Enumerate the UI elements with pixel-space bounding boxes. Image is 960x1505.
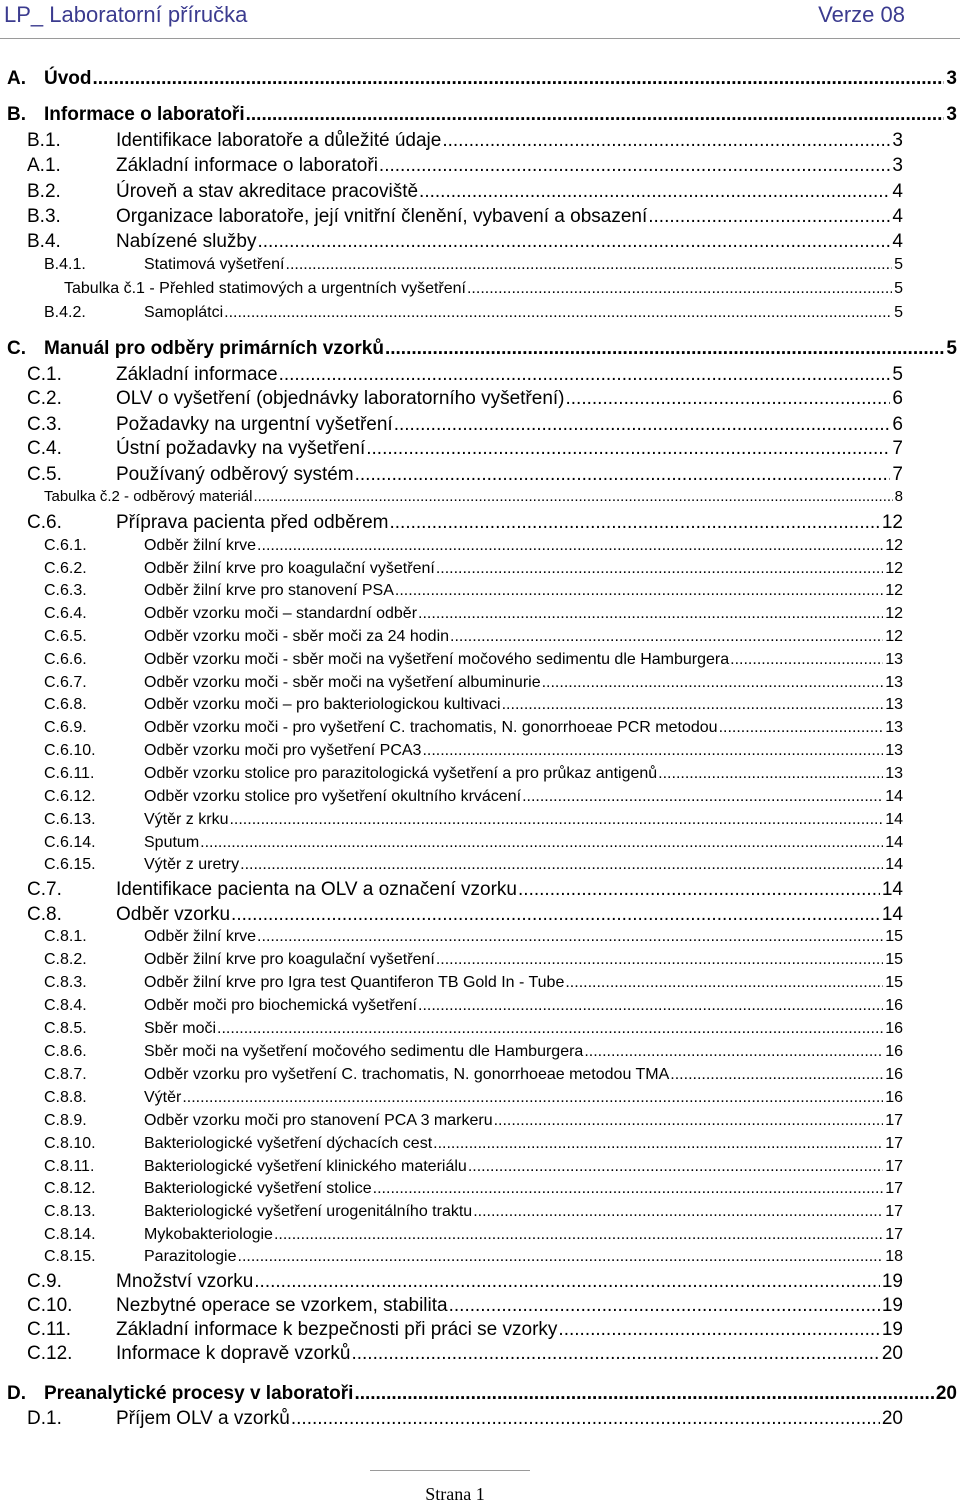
toc-leader-dots xyxy=(542,674,884,692)
toc-entry-page: 19 xyxy=(881,1295,903,1316)
toc-entry-title: Identifikace pacienta na OLV a označení vzorku xyxy=(116,879,518,900)
toc-entry-number: C.6.8. xyxy=(44,696,87,713)
toc-entry-number: C.8.9. xyxy=(44,1112,87,1129)
toc-entry[interactable] xyxy=(44,674,903,692)
toc-entry-number: C.8.3. xyxy=(44,974,87,991)
toc-entry[interactable] xyxy=(44,628,903,646)
toc-leader-dots xyxy=(433,1135,883,1153)
toc-entry[interactable] xyxy=(27,206,903,228)
toc-entry-page: 16 xyxy=(885,1089,903,1106)
toc-entry-page: 8 xyxy=(894,488,903,505)
toc-entry-number: C.12. xyxy=(27,1343,73,1364)
toc-entry-page: 18 xyxy=(885,1248,903,1265)
toc-leader-dots xyxy=(200,834,883,852)
toc-entry-page: 3 xyxy=(946,68,957,89)
toc-entry-title: Výtěr xyxy=(144,1089,182,1106)
toc-entry-title: Parazitologie xyxy=(144,1248,237,1265)
toc-entry-title: Ústní požadavky na vyšetření xyxy=(116,438,366,459)
toc-leader-dots xyxy=(279,364,891,386)
toc-entry-page: 17 xyxy=(885,1180,903,1197)
toc-entry-title: Příjem OLV a vzorků xyxy=(116,1408,290,1429)
toc-leader-dots xyxy=(522,788,883,806)
toc-entry[interactable] xyxy=(44,1112,903,1130)
toc-leader-dots xyxy=(286,256,893,274)
toc-entry[interactable] xyxy=(27,155,903,177)
toc-entry-number: C.8.7. xyxy=(44,1066,87,1083)
toc-entry-number: B.1. xyxy=(27,130,61,151)
toc-entry-title: Základní informace k bezpečnosti při práci se vzorky xyxy=(116,1319,558,1340)
toc-entry-title: Bakteriologické vyšetření klinického materiálu xyxy=(144,1158,467,1175)
toc-entry[interactable] xyxy=(44,537,903,555)
toc-entry[interactable] xyxy=(44,856,903,874)
toc-entry-page: 17 xyxy=(885,1158,903,1175)
toc-leader-dots xyxy=(395,582,883,600)
toc-leader-dots xyxy=(373,1180,884,1198)
toc-leader-dots xyxy=(648,206,890,228)
toc-entry[interactable] xyxy=(44,582,903,600)
toc-leader-dots xyxy=(419,181,890,203)
toc-leader-dots xyxy=(257,928,883,946)
toc-entry-title: Odběr moči pro biochemická vyšetření xyxy=(144,997,417,1014)
document-title: LP_ Laboratorní příručka xyxy=(4,2,248,27)
toc-entry-title: Bakteriologické vyšetření urogenitálního traktu xyxy=(144,1203,473,1220)
page-header xyxy=(4,2,905,32)
toc-entry-title: Příprava pacienta před odběrem xyxy=(116,512,389,533)
toc-entry[interactable] xyxy=(27,414,903,436)
toc-entry[interactable] xyxy=(7,338,957,360)
toc-leader-dots xyxy=(366,438,890,460)
toc-entry-title: Množství vzorku xyxy=(116,1271,254,1292)
toc-entry-title: Nezbytné operace se vzorkem, stabilita xyxy=(116,1295,448,1316)
toc-entry-title: Tabulka č.2 - odběrový materiál xyxy=(44,488,253,505)
toc-entry-number: B.3. xyxy=(27,206,61,227)
toc-entry[interactable] xyxy=(44,951,903,969)
toc-entry-page: 7 xyxy=(892,464,903,485)
toc-leader-dots xyxy=(730,651,883,669)
toc-entry[interactable] xyxy=(27,879,903,901)
toc-entry-page: 13 xyxy=(885,674,903,691)
toc-entry[interactable] xyxy=(44,811,903,829)
toc-entry-number: C.6.14. xyxy=(44,834,96,851)
toc-entry-title: Odběr vzorku moči – standardní odběr xyxy=(144,605,418,622)
toc-entry[interactable] xyxy=(27,1295,903,1317)
toc-entry[interactable] xyxy=(44,974,903,992)
toc-entry-number: C.8.8. xyxy=(44,1089,87,1106)
toc-entry[interactable] xyxy=(44,560,903,578)
toc-entry-number: C.6.3. xyxy=(44,582,87,599)
toc-entry-page: 5 xyxy=(894,304,903,321)
toc-entry-page: 14 xyxy=(885,788,903,805)
toc-leader-dots xyxy=(240,856,883,874)
page-number: Strana 1 xyxy=(425,1484,485,1504)
toc-leader-dots xyxy=(182,1089,883,1107)
toc-entry-number: C.8.2. xyxy=(44,951,87,968)
toc-leader-dots xyxy=(253,488,892,505)
toc-entry-title: Odběr vzorku moči - sběr moči za 24 hodin xyxy=(144,628,450,645)
toc-entry-page: 15 xyxy=(885,951,903,968)
toc-entry-page: 7 xyxy=(892,438,903,459)
toc-entry-page: 16 xyxy=(885,1066,903,1083)
toc-entry[interactable] xyxy=(7,1383,957,1405)
toc-entry-page: 5 xyxy=(946,338,957,359)
toc-leader-dots xyxy=(584,1043,883,1061)
toc-entry-title: Sputum xyxy=(144,834,200,851)
toc-entry-number: C.10. xyxy=(27,1295,73,1316)
toc-entry-title: Bakteriologické vyšetření stolice xyxy=(144,1180,372,1197)
toc-entry-title: Odběr vzorku pro vyšetření C. trachomatis, N. gonorrhoeae metodou TMA xyxy=(144,1066,670,1083)
toc-entry-number: D. xyxy=(7,1383,26,1404)
toc-leader-dots xyxy=(355,464,891,486)
toc-leader-dots xyxy=(354,1383,933,1405)
toc-entry-title: Odběr žilní krve xyxy=(144,928,257,945)
toc-entry-page: 14 xyxy=(885,856,903,873)
toc-entry-page: 4 xyxy=(892,181,903,202)
toc-entry[interactable] xyxy=(27,231,903,253)
toc-entry[interactable] xyxy=(7,68,957,90)
toc-entry-number: C.4. xyxy=(27,438,62,459)
toc-entry-number: C.8.11. xyxy=(44,1158,95,1175)
toc-entry-title: OLV o vyšetření (objednávky laboratorního vyšetření) xyxy=(116,388,565,409)
toc-entry-title: Mykobakteriologie xyxy=(144,1226,273,1243)
toc-entry-title: Odběr žilní krve pro Igra test Quantiferon TB Gold In - Tube xyxy=(144,974,565,991)
toc-entry-number: C.8.14. xyxy=(44,1226,96,1243)
toc-leader-dots xyxy=(450,628,883,646)
toc-entry-page: 4 xyxy=(892,231,903,252)
toc-entry-page: 17 xyxy=(885,1203,903,1220)
toc-entry-page: 6 xyxy=(892,388,903,409)
toc-entry-number: C.9. xyxy=(27,1271,62,1292)
toc-entry-number: C.8.12. xyxy=(44,1180,96,1197)
toc-entry-page: 3 xyxy=(892,130,903,151)
toc-entry-page: 20 xyxy=(881,1408,903,1429)
toc-entry-page: 12 xyxy=(881,512,903,533)
toc-entry-page: 14 xyxy=(885,834,903,851)
toc-entry[interactable] xyxy=(27,438,903,460)
toc-entry[interactable] xyxy=(44,1020,903,1038)
toc-entry-title: Informace o laboratoři xyxy=(44,104,245,125)
toc-entry-page: 17 xyxy=(885,1135,903,1152)
toc-entry-number: C. xyxy=(7,338,26,359)
toc-entry-page: 5 xyxy=(892,364,903,385)
toc-entry[interactable] xyxy=(27,130,903,152)
toc-entry-page: 15 xyxy=(885,974,903,991)
toc-leader-dots xyxy=(231,904,880,926)
toc-entry-number: A.1. xyxy=(27,155,61,176)
toc-entry-page: 13 xyxy=(885,696,903,713)
toc-entry-number: B.4. xyxy=(27,231,61,252)
toc-entry-number: C.6.9. xyxy=(44,719,87,736)
toc-entry-title: Odběr vzorku moči - sběr moči na vyšetření albuminurie xyxy=(144,674,541,691)
toc-leader-dots xyxy=(257,231,890,253)
toc-entry-page: 16 xyxy=(885,997,903,1014)
toc-entry[interactable] xyxy=(27,364,903,386)
toc-entry-number: C.2. xyxy=(27,388,62,409)
toc-entry-page: 14 xyxy=(885,811,903,828)
toc-entry[interactable] xyxy=(44,256,903,274)
toc-entry[interactable] xyxy=(27,1343,903,1365)
toc-entry-number: C.6.7. xyxy=(44,674,87,691)
toc-leader-dots xyxy=(719,719,884,737)
toc-leader-dots xyxy=(436,951,883,969)
toc-entry-title: Používaný odběrový systém xyxy=(116,464,354,485)
toc-entry-title: Odběr žilní krve pro koagulační vyšetření xyxy=(144,560,435,577)
toc-leader-dots xyxy=(565,974,883,992)
toc-entry[interactable] xyxy=(44,1203,903,1221)
toc-entry-page: 14 xyxy=(881,879,903,900)
toc-entry-title: Odběr vzorku stolice pro vyšetření okultního krvácení xyxy=(144,788,522,805)
toc-entry[interactable] xyxy=(44,1180,903,1198)
toc-entry-page: 5 xyxy=(894,280,903,297)
toc-entry[interactable] xyxy=(44,788,903,806)
toc-entry-number: C.6.12. xyxy=(44,788,96,805)
toc-entry[interactable] xyxy=(44,696,903,714)
toc-entry-number: C.8.15. xyxy=(44,1248,96,1265)
toc-leader-dots xyxy=(658,765,883,783)
toc-leader-dots xyxy=(670,1066,883,1084)
toc-entry-title: Odběr vzorku moči - pro vyšetření C. trachomatis, N. gonorrhoeae PCR metodou xyxy=(144,719,718,736)
toc-entry-title: Sběr moči na vyšetření močového sedimentu dle Hamburgera xyxy=(144,1043,584,1060)
toc-entry-page: 12 xyxy=(885,628,903,645)
toc-entry-title: Odběr vzorku stolice pro parazitologická vyšetření a pro průkaz antigenů xyxy=(144,765,658,782)
toc-entry-number: C.6.4. xyxy=(44,605,87,622)
toc-entry-title: Bakteriologické vyšetření dýchacích cest xyxy=(144,1135,433,1152)
toc-entry-title: Odběr vzorku xyxy=(116,904,231,925)
toc-entry-title: Tabulka č.1 - Přehled statimových a urgentních vyšetření xyxy=(64,280,466,297)
toc-entry-title: Výtěr z uretry xyxy=(144,856,240,873)
toc-entry-number: B. xyxy=(7,104,26,125)
toc-entry-page: 17 xyxy=(885,1226,903,1243)
toc-entry[interactable] xyxy=(44,605,903,623)
toc-entry-number: C.6.13. xyxy=(44,811,96,828)
toc-leader-dots xyxy=(385,338,944,360)
toc-entry[interactable] xyxy=(44,1158,903,1176)
toc-entry-number: B.4.1. xyxy=(44,256,86,273)
toc-entry-number: C.6.1. xyxy=(44,537,87,554)
toc-entry-title: Výtěr z krku xyxy=(144,811,229,828)
toc-entry-page: 20 xyxy=(881,1343,903,1364)
toc-leader-dots xyxy=(238,1248,884,1266)
toc-leader-dots xyxy=(351,1343,879,1365)
toc-leader-dots xyxy=(274,1226,883,1244)
toc-entry-number: A. xyxy=(7,68,26,89)
toc-entry-number: C.8.5. xyxy=(44,1020,87,1037)
toc-entry[interactable] xyxy=(44,997,903,1015)
toc-entry-title: Odběr žilní krve pro koagulační vyšetření xyxy=(144,951,435,968)
toc-entry-number: C.7. xyxy=(27,879,62,900)
toc-entry-title: Nabízené služby xyxy=(116,231,257,252)
toc-leader-dots xyxy=(449,1295,880,1317)
toc-entry-page: 19 xyxy=(881,1319,903,1340)
toc-entry-page: 17 xyxy=(885,1112,903,1129)
toc-entry-number: C.6.10. xyxy=(44,742,96,759)
toc-entry-page: 12 xyxy=(885,605,903,622)
toc-entry-page: 3 xyxy=(892,155,903,176)
toc-entry-number: C.8.13. xyxy=(44,1203,96,1220)
toc-leader-dots xyxy=(291,1408,880,1430)
toc-entry[interactable] xyxy=(44,651,903,669)
toc-leader-dots xyxy=(558,1319,879,1341)
toc-entry-title: Úvod xyxy=(44,68,92,89)
toc-entry[interactable] xyxy=(27,1408,903,1430)
toc-leader-dots xyxy=(442,130,890,152)
toc-entry-title: Odběr žilní krve xyxy=(144,537,257,554)
toc-leader-dots xyxy=(254,1271,880,1293)
toc-leader-dots xyxy=(217,1020,883,1038)
toc-entry-number: C.6.15. xyxy=(44,856,96,873)
toc-leader-dots xyxy=(379,155,891,177)
toc-entry[interactable] xyxy=(27,464,903,486)
toc-entry-page: 15 xyxy=(885,928,903,945)
toc-leader-dots xyxy=(502,696,884,714)
toc-leader-dots xyxy=(468,1158,883,1176)
toc-leader-dots xyxy=(473,1203,883,1221)
toc-entry[interactable] xyxy=(27,388,903,410)
toc-entry-title: Odběr vzorku moči - sběr moči na vyšetření močového sedimentu dle Hamburgera xyxy=(144,651,730,668)
toc-entry[interactable] xyxy=(27,512,903,534)
toc-leader-dots xyxy=(257,537,883,555)
toc-entry[interactable] xyxy=(44,834,903,852)
toc-entry-title: Samoplátci xyxy=(144,304,224,321)
toc-entry[interactable] xyxy=(44,1226,903,1244)
toc-entry-number: C.3. xyxy=(27,414,62,435)
toc-leader-dots xyxy=(246,104,945,126)
toc-entry[interactable] xyxy=(27,1319,903,1341)
toc-entry-title: Organizace laboratoře, její vnitřní členění, vybavení a obsazení xyxy=(116,206,648,227)
toc-entry-title: Manuál pro odběry primárních vzorků xyxy=(44,338,384,359)
toc-entry-page: 3 xyxy=(946,104,957,125)
toc-entry-page: 13 xyxy=(885,651,903,668)
toc-entry-title: Úroveň a stav akreditace pracoviště xyxy=(116,181,419,202)
toc-entry[interactable] xyxy=(27,1271,903,1293)
toc-entry[interactable] xyxy=(27,904,903,926)
toc-entry[interactable] xyxy=(44,1089,903,1107)
toc-entry[interactable] xyxy=(44,1043,903,1061)
toc-leader-dots xyxy=(467,280,892,298)
toc-entry-number: C.6.11. xyxy=(44,765,95,782)
toc-entry-number: C.6.6. xyxy=(44,651,87,668)
toc-entry-number: C.8.1. xyxy=(44,928,87,945)
toc-leader-dots xyxy=(436,560,883,578)
toc-entry-number: B.2. xyxy=(27,181,61,202)
toc-entry-page: 4 xyxy=(892,206,903,227)
toc-entry[interactable] xyxy=(64,280,903,298)
toc-entry-title: Informace k dopravě vzorků xyxy=(116,1343,351,1364)
toc-leader-dots xyxy=(229,811,883,829)
toc-leader-dots xyxy=(224,304,892,322)
toc-entry-page: 13 xyxy=(885,719,903,736)
toc-entry-page: 6 xyxy=(892,414,903,435)
toc-entry[interactable] xyxy=(7,104,957,126)
toc-entry[interactable] xyxy=(44,304,903,322)
toc-entry[interactable] xyxy=(44,1066,903,1084)
toc-entry[interactable] xyxy=(44,928,903,946)
toc-leader-dots xyxy=(394,414,891,436)
toc-leader-dots xyxy=(418,605,883,623)
toc-leader-dots xyxy=(494,1112,884,1130)
toc-entry-page: 13 xyxy=(885,765,903,782)
toc-entry[interactable] xyxy=(27,181,903,203)
toc-entry-title: Statimová vyšetření xyxy=(144,256,285,273)
toc-entry-number: C.6. xyxy=(27,512,62,533)
toc-entry[interactable] xyxy=(44,765,903,783)
toc-entry-title: Preanalytické procesy v laboratoři xyxy=(44,1383,354,1404)
toc-entry-page: 14 xyxy=(881,904,903,925)
toc-entry[interactable] xyxy=(44,1248,903,1266)
toc-entry[interactable] xyxy=(44,742,903,760)
toc-entry-number: C.1. xyxy=(27,364,62,385)
toc-entry-page: 12 xyxy=(885,537,903,554)
toc-leader-dots xyxy=(518,879,880,901)
toc-entry-title: Základní informace xyxy=(116,364,278,385)
toc-entry-page: 5 xyxy=(894,256,903,273)
toc-entry[interactable] xyxy=(44,488,903,505)
footer-rule xyxy=(370,1470,530,1471)
toc-entry-title: Základní informace o laboratoři xyxy=(116,155,378,176)
toc-entry-title: Požadavky na urgentní vyšetření xyxy=(116,414,393,435)
toc-entry-number: B.4.2. xyxy=(44,304,86,321)
toc-entry-page: 16 xyxy=(885,1020,903,1037)
toc-entry-title: Sběr moči xyxy=(144,1020,217,1037)
toc-entry-number: C.6.5. xyxy=(44,628,87,645)
toc-entry-page: 20 xyxy=(935,1383,957,1404)
toc-entry-number: C.8.10. xyxy=(44,1135,96,1152)
toc-entry-number: C.8.4. xyxy=(44,997,87,1014)
toc-entry-title: Identifikace laboratoře a důležité údaje xyxy=(116,130,442,151)
toc-entry[interactable] xyxy=(44,719,903,737)
toc-leader-dots xyxy=(566,388,891,410)
header-rule xyxy=(0,38,960,39)
toc-entry-title: Odběr vzorku moči – pro bakteriologickou kultivaci xyxy=(144,696,501,713)
toc-entry-page: 19 xyxy=(881,1271,903,1292)
document-version: Verze 08 xyxy=(818,2,905,27)
toc-entry-title: Odběr vzorku moči pro vyšetření PCA3 xyxy=(144,742,422,759)
toc-entry-number: C.11. xyxy=(27,1319,72,1340)
toc-entry-page: 12 xyxy=(885,582,903,599)
toc-entry-page: 16 xyxy=(885,1043,903,1060)
toc-leader-dots xyxy=(390,512,880,534)
toc-entry-title: Odběr vzorku moči pro stanovení PCA 3 markeru xyxy=(144,1112,493,1129)
toc-leader-dots xyxy=(418,997,883,1015)
toc-entry-page: 13 xyxy=(885,742,903,759)
toc-leader-dots xyxy=(422,742,883,760)
toc-entry-number: C.6.2. xyxy=(44,560,87,577)
toc-entry[interactable] xyxy=(44,1135,903,1153)
toc-entry-number: C.8. xyxy=(27,904,62,925)
toc-leader-dots xyxy=(93,68,945,90)
toc-entry-number: C.8.6. xyxy=(44,1043,87,1060)
toc-entry-number: D.1. xyxy=(27,1408,62,1429)
toc-entry-page: 12 xyxy=(885,560,903,577)
toc-entry-number: C.5. xyxy=(27,464,62,485)
toc-entry-title: Odběr žilní krve pro stanovení PSA xyxy=(144,582,394,599)
